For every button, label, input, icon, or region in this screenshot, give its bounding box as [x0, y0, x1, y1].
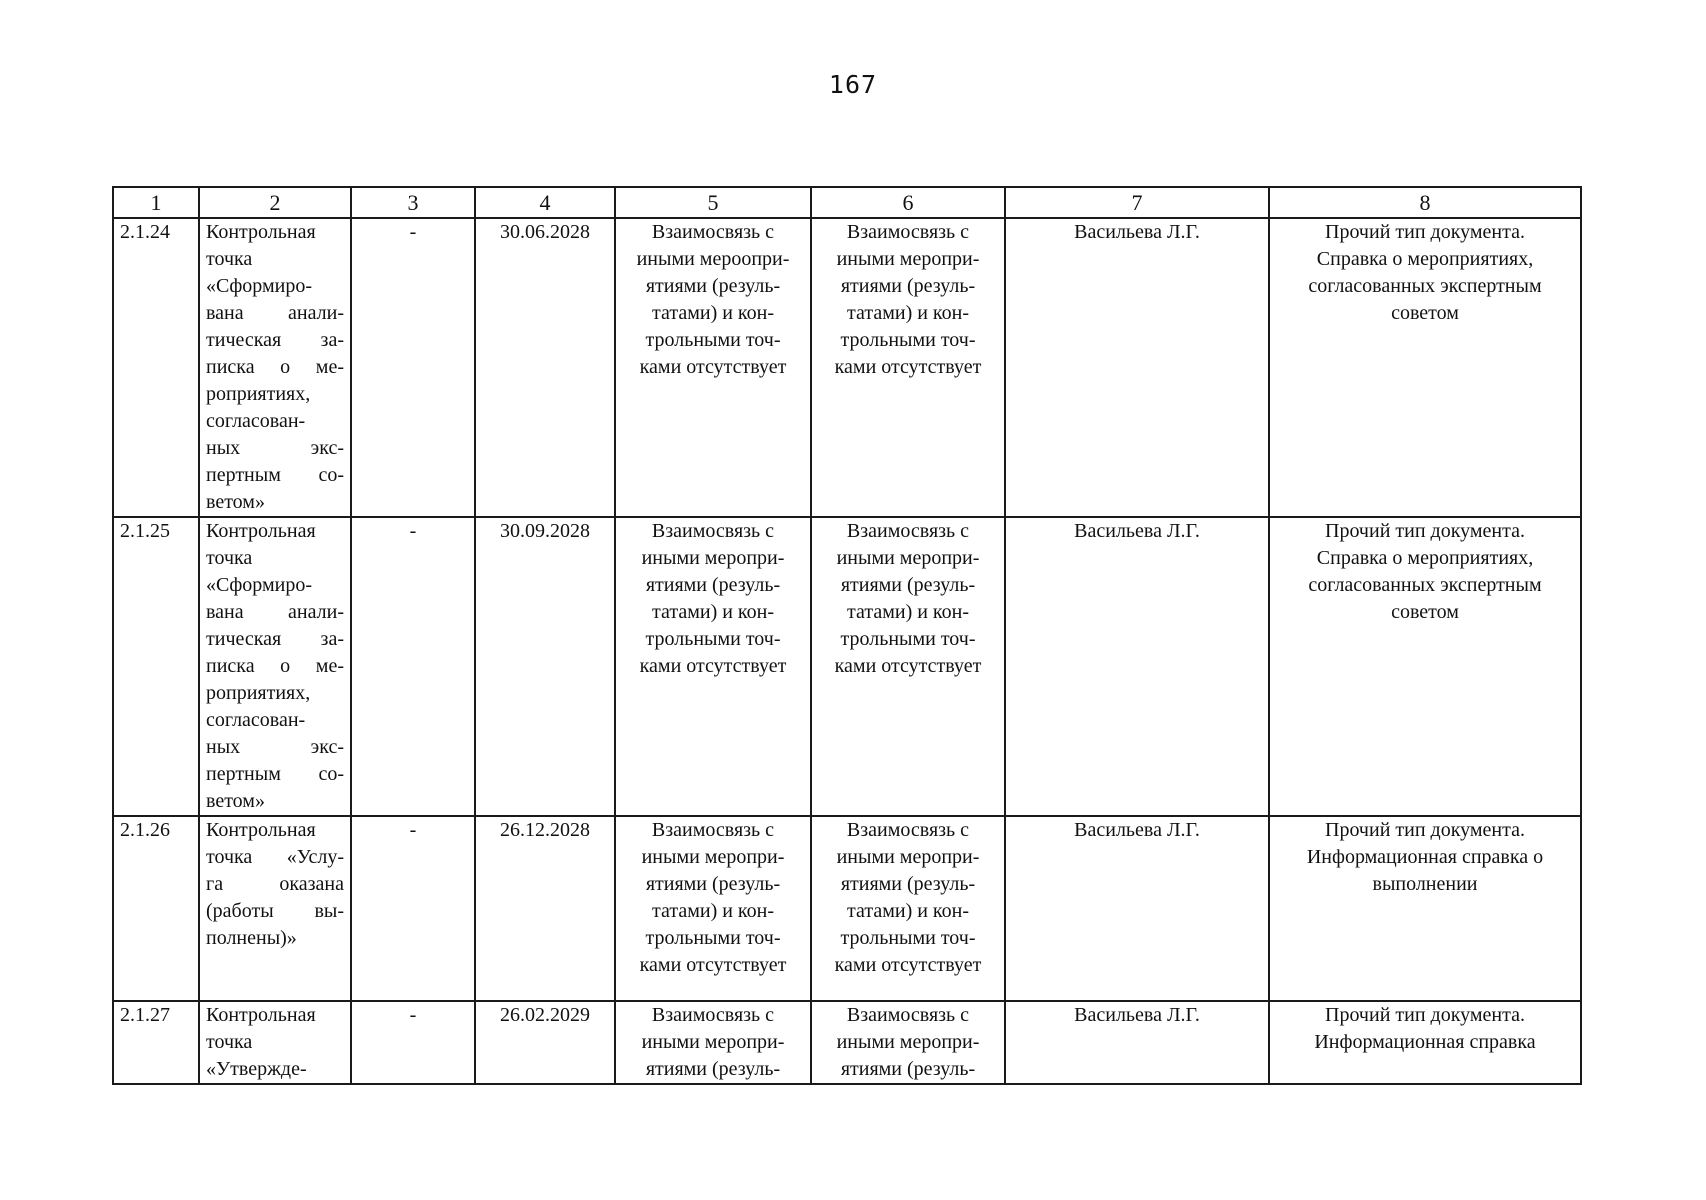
- document-type: [1269, 517, 1581, 816]
- relation-text-2-line: Взаимосвязь с: [846, 819, 970, 841]
- relation-text-2-line: иными меропри-: [836, 1031, 980, 1053]
- document-type-line: Информационная справка: [1314, 1031, 1536, 1053]
- document-type-line: согласованных экспертным: [1308, 574, 1542, 596]
- document-type: [1269, 1001, 1581, 1084]
- relation-text-line: трольными точ-: [645, 927, 781, 949]
- relation-text-2-line: ками отсутствует: [834, 655, 982, 677]
- relation-text-line: иными меропри-: [641, 846, 785, 868]
- relation-text-line: татами) и кон-: [652, 601, 774, 623]
- relation-text-line: ками отсутствует: [639, 954, 787, 976]
- table-header-row: [113, 187, 1581, 218]
- relation-text-line: иными меропри-: [641, 1031, 785, 1053]
- relation-text-2-line: ятиями (резуль-: [840, 1058, 976, 1080]
- item-name: [199, 218, 351, 517]
- relation-text-line: татами) и кон-: [652, 302, 774, 324]
- document-type-line: Прочий тип документа.: [1325, 819, 1525, 841]
- relation-text-2-line: ятиями (резуль-: [840, 574, 976, 596]
- col3-value: -: [351, 218, 475, 517]
- item-name-line: Контрольная: [206, 1004, 316, 1026]
- relation-text-line: ятиями (резуль-: [645, 574, 781, 596]
- document-type-line: согласованных экспертным: [1308, 275, 1542, 297]
- relation-text-line: Взаимосвязь с: [651, 1004, 775, 1026]
- table-row: [113, 1001, 1581, 1084]
- header-cell: 5: [615, 187, 811, 218]
- item-name-line: тическая за-: [206, 329, 344, 351]
- relation-text-line: иными мероопри-: [636, 248, 790, 270]
- header-cell: 1: [113, 187, 199, 218]
- deadline-date: 30.09.2028: [475, 517, 615, 816]
- relation-text-2-line: трольными точ-: [840, 927, 976, 949]
- relation-text-2-line: Взаимосвязь с: [846, 520, 970, 542]
- document-type-line: советом: [1391, 601, 1459, 623]
- item-name-line: точка: [206, 547, 253, 569]
- item-name-line: Контрольная: [206, 221, 316, 243]
- relation-text-2: [811, 816, 1005, 1001]
- relation-text-line: татами) и кон-: [652, 900, 774, 922]
- item-name-line: точка: [206, 248, 253, 270]
- item-name-line: точка «Услу-: [206, 846, 344, 868]
- item-name-line: ных экс-: [206, 437, 344, 459]
- header-cell: 6: [811, 187, 1005, 218]
- item-name-line: согласован-: [206, 410, 306, 432]
- item-number: 2.1.25: [113, 517, 199, 816]
- item-name-line: роприятиях,: [206, 383, 311, 405]
- relation-text-2-line: иными меропри-: [836, 846, 980, 868]
- document-type: [1269, 816, 1581, 1001]
- relation-text-2-line: ками отсутствует: [834, 356, 982, 378]
- document-type-line: выполнении: [1372, 873, 1478, 895]
- relation-text-line: иными меропри-: [641, 547, 785, 569]
- item-name-line: пертным со-: [206, 763, 344, 785]
- item-number: 2.1.26: [113, 816, 199, 1001]
- item-name-line: ветом»: [206, 491, 265, 513]
- table-row: [113, 816, 1581, 1001]
- item-name-line: «Сформиро-: [206, 574, 313, 596]
- item-name-line: тическая за-: [206, 628, 344, 650]
- document-type-line: Прочий тип документа.: [1325, 221, 1525, 243]
- relation-text-2-line: трольными точ-: [840, 628, 976, 650]
- relation-text: [615, 816, 811, 1001]
- item-name-line: ветом»: [206, 790, 265, 812]
- deadline-date: 26.02.2029: [475, 1001, 615, 1084]
- header-cell: 8: [1269, 187, 1581, 218]
- item-name-line: точка: [206, 1031, 253, 1053]
- item-name: [199, 517, 351, 816]
- item-name-line: согласован-: [206, 709, 306, 731]
- relation-text-line: трольными точ-: [645, 628, 781, 650]
- col3-value: -: [351, 816, 475, 1001]
- item-number: 2.1.24: [113, 218, 199, 517]
- relation-text-2-line: Взаимосвязь с: [846, 1004, 970, 1026]
- header-cell: 4: [475, 187, 615, 218]
- item-name-line: вана анали-: [206, 302, 344, 324]
- col3-value: -: [351, 1001, 475, 1084]
- relation-text-2-line: трольными точ-: [840, 329, 976, 351]
- deadline-date: 26.12.2028: [475, 816, 615, 1001]
- item-name-line: «Утвержде-: [206, 1058, 307, 1080]
- table-row: [113, 218, 1581, 517]
- relation-text-2-line: ками отсутствует: [834, 954, 982, 976]
- item-name-line: пертным со-: [206, 464, 344, 486]
- responsible-person: Васильева Л.Г.: [1005, 816, 1269, 1001]
- item-name-line: вана анали-: [206, 601, 344, 623]
- relation-text-line: Взаимосвязь с: [651, 221, 775, 243]
- header-cell: 7: [1005, 187, 1269, 218]
- item-name-line: (работы вы-: [206, 900, 344, 922]
- item-name-line: ных экс-: [206, 736, 344, 758]
- document-type: [1269, 218, 1581, 517]
- item-name-line: писка о ме-: [206, 356, 344, 378]
- relation-text-line: трольными точ-: [645, 329, 781, 351]
- relation-text-2-line: ятиями (резуль-: [840, 873, 976, 895]
- relation-text-2: [811, 218, 1005, 517]
- document-type-line: Прочий тип документа.: [1325, 520, 1525, 542]
- item-name-line: Контрольная: [206, 819, 316, 841]
- relation-text-2: [811, 1001, 1005, 1084]
- relation-text-2-line: татами) и кон-: [847, 302, 969, 324]
- header-cell: 3: [351, 187, 475, 218]
- item-number: 2.1.27: [113, 1001, 199, 1084]
- relation-text-line: ятиями (резуль-: [645, 275, 781, 297]
- table-row: [113, 517, 1581, 816]
- responsible-person: Васильева Л.Г.: [1005, 1001, 1269, 1084]
- header-cell: 2: [199, 187, 351, 218]
- relation-text: [615, 218, 811, 517]
- document-type-line: Справка о мероприятиях,: [1316, 547, 1534, 569]
- relation-text-line: ками отсутствует: [639, 356, 787, 378]
- relation-text-2-line: иными меропри-: [836, 248, 980, 270]
- deadline-date: 30.06.2028: [475, 218, 615, 517]
- relation-text-2-line: татами) и кон-: [847, 601, 969, 623]
- document-type-line: Прочий тип документа.: [1325, 1004, 1525, 1026]
- item-name-line: Контрольная: [206, 520, 316, 542]
- relation-text-line: ятиями (резуль-: [645, 873, 781, 895]
- document-type-line: Справка о мероприятиях,: [1316, 248, 1534, 270]
- responsible-person: Васильева Л.Г.: [1005, 218, 1269, 517]
- relation-text-line: Взаимосвязь с: [651, 520, 775, 542]
- item-name-line: писка о ме-: [206, 655, 344, 677]
- relation-text-2-line: иными меропри-: [836, 547, 980, 569]
- relation-text-line: ками отсутствует: [639, 655, 787, 677]
- relation-text-2-line: татами) и кон-: [847, 900, 969, 922]
- responsible-person: Васильева Л.Г.: [1005, 517, 1269, 816]
- relation-text-2: [811, 517, 1005, 816]
- relation-text: [615, 1001, 811, 1084]
- document-type-line: Информационная справка о: [1306, 846, 1544, 868]
- col3-value: -: [351, 517, 475, 816]
- item-name: [199, 1001, 351, 1084]
- plan-table: [112, 186, 1582, 1085]
- item-name-line: полнены)»: [206, 927, 297, 949]
- document-type-line: советом: [1391, 302, 1459, 324]
- relation-text-line: Взаимосвязь с: [651, 819, 775, 841]
- item-name-line: роприятиях,: [206, 682, 311, 704]
- item-name-line: га оказана: [206, 873, 344, 895]
- relation-text-line: ятиями (резуль-: [645, 1058, 781, 1080]
- relation-text: [615, 517, 811, 816]
- item-name: [199, 816, 351, 1001]
- relation-text-2-line: Взаимосвязь с: [846, 221, 970, 243]
- page-number: 167: [828, 70, 878, 99]
- relation-text-2-line: ятиями (резуль-: [840, 275, 976, 297]
- item-name-line: «Сформиро-: [206, 275, 313, 297]
